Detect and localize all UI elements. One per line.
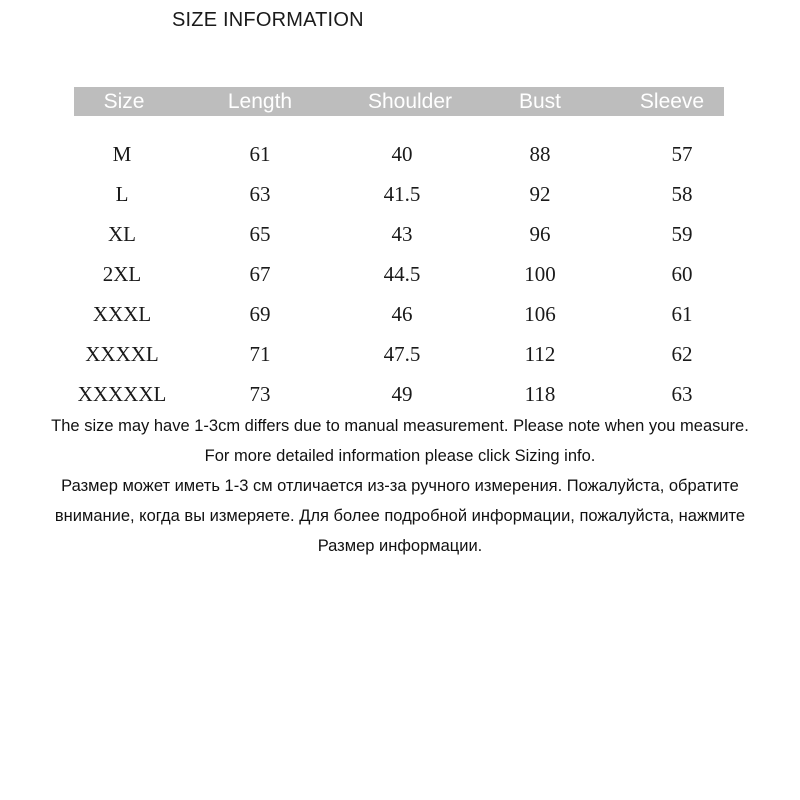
measurement-notes xyxy=(50,411,750,561)
table-row xyxy=(74,139,724,179)
cell-shoulder: 40 xyxy=(391,142,413,166)
header-bust: Bust xyxy=(518,90,562,113)
table-body xyxy=(74,139,724,419)
cell-bust: 96 xyxy=(529,222,551,246)
table-header-row xyxy=(74,87,724,116)
cell-bust: 92 xyxy=(529,182,551,206)
header-length: Length xyxy=(227,90,293,113)
cell-sleeve: 60 xyxy=(671,262,693,286)
cell-shoulder: 41.5 xyxy=(383,182,421,206)
cell-size: XXXXL xyxy=(85,342,159,366)
cell-length: 65 xyxy=(249,222,271,246)
cell-shoulder: 46 xyxy=(391,302,413,326)
cell-length: 73 xyxy=(249,382,271,406)
cell-size: M xyxy=(112,142,132,166)
cell-bust: 118 xyxy=(524,382,556,406)
cell-bust: 100 xyxy=(524,262,556,286)
cell-size: XXXL xyxy=(92,302,152,326)
header-size: Size xyxy=(103,90,145,113)
cell-length: 63 xyxy=(249,182,271,206)
cell-size: XXXXXL xyxy=(77,382,167,406)
cell-size: 2XL xyxy=(102,262,142,286)
cell-length: 71 xyxy=(249,342,271,366)
cell-bust: 112 xyxy=(524,342,556,366)
cell-shoulder: 43 xyxy=(391,222,413,246)
cell-size: XL xyxy=(108,222,136,246)
cell-length: 67 xyxy=(249,262,271,286)
cell-sleeve: 57 xyxy=(671,142,693,166)
header-shoulder: Shoulder xyxy=(367,90,453,113)
cell-length: 61 xyxy=(249,142,271,166)
table-row xyxy=(74,259,724,299)
cell-sleeve: 62 xyxy=(671,342,693,366)
cell-sleeve: 59 xyxy=(671,222,693,246)
page-title: SIZE INFORMATION xyxy=(172,9,364,31)
table-row xyxy=(74,219,724,259)
cell-shoulder: 44.5 xyxy=(383,262,421,286)
table-row xyxy=(74,339,724,379)
note-russian: Размер может иметь 1-3 см отличается из-за ручного измерения. Пожалуйста, обратите внимание, когда вы измеряете. Для более подробной информации, пожалуйста, нажмите Размер информации. xyxy=(54,477,746,555)
cell-bust: 88 xyxy=(529,142,551,166)
note-english: The size may have 1-3cm differs due to manual measurement. Please note when you measure. For more detailed information please click Sizing info. xyxy=(51,417,749,465)
cell-shoulder: 47.5 xyxy=(383,342,421,366)
header-sleeve: Sleeve xyxy=(639,90,705,113)
cell-shoulder: 49 xyxy=(391,382,413,406)
table-row xyxy=(74,299,724,339)
cell-bust: 106 xyxy=(524,302,556,326)
cell-length: 69 xyxy=(249,302,271,326)
cell-sleeve: 61 xyxy=(671,302,693,326)
cell-sleeve: 63 xyxy=(671,382,693,406)
size-table xyxy=(74,87,724,406)
cell-size: L xyxy=(115,182,129,206)
cell-sleeve: 58 xyxy=(671,182,693,206)
table-row xyxy=(74,179,724,219)
